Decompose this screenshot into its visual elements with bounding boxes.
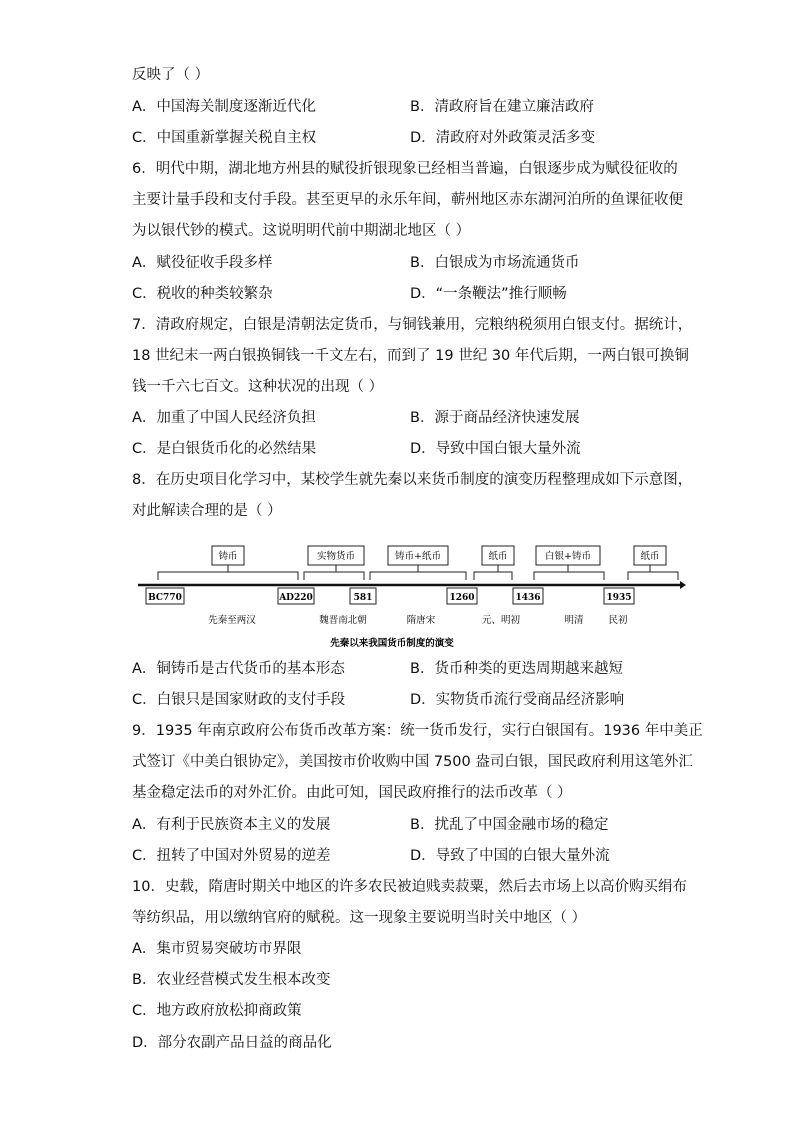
q8-option-b[interactable]: B．货币种类的更迭周期越来越短 xyxy=(410,661,623,677)
q9-option-c[interactable]: C．扭转了中国对外贸易的逆差 xyxy=(132,848,331,864)
q5-stem-tail: 反映了（ ） xyxy=(132,67,210,83)
q10-option-d[interactable]: D．部分农副产品日益的商品化 xyxy=(132,1035,332,1051)
figure-box-1 xyxy=(212,546,244,565)
q8-stem-line-2: 对此解读合理的是（ ） xyxy=(132,503,282,519)
timeline-tick-6 xyxy=(604,588,634,604)
timeline-tick-5 xyxy=(513,588,543,604)
tick-label-581: 581 xyxy=(353,593,373,603)
figure-box-5-label: 白银+铸币 xyxy=(545,551,591,562)
q9-option-d[interactable]: D．导致了中国的白银大量外流 xyxy=(410,848,610,864)
q9-stem-line-3: 基金稳定法币的对外汇价。由此可知，国民政府推行的法币改革（ ） xyxy=(132,785,572,801)
q6-option-c[interactable]: C．税收的种类较繁杂 xyxy=(132,286,273,302)
era-label-3: 隋唐宋 xyxy=(406,615,436,626)
tick-label-1260: 1260 xyxy=(449,593,475,603)
q7-option-d[interactable]: D．导致中国白银大量外流 xyxy=(410,441,581,457)
era-label-1: 先秦至两汉 xyxy=(208,615,256,626)
q7-option-c[interactable]: C．是白银货币化的必然结果 xyxy=(132,441,317,457)
figure-box-5 xyxy=(536,546,600,565)
q5-option-c[interactable]: C．中国重新掌握关税自主权 xyxy=(132,130,317,146)
q10-stem-line-2: 等纺织品，用以缴纳官府的赋税。这一现象主要说明当时关中地区（ ） xyxy=(132,910,587,926)
q8-option-c[interactable]: C．白银只是国家财政的支付手段 xyxy=(132,692,346,708)
timeline-tick-4 xyxy=(447,588,477,604)
figure-box-3 xyxy=(388,546,448,565)
q10-option-c[interactable]: C．地方政府放松抑商政策 xyxy=(132,1003,302,1019)
q9-option-a[interactable]: A．有利于民族资本主义的发展 xyxy=(132,817,331,833)
figure-box-2 xyxy=(308,546,364,565)
q9-stem-line-1: 9．1935 年南京政府公布货币改革方案：统一货币发行，实行白银国有。1936 年中美正 xyxy=(132,723,703,739)
era-label-2: 魏晋南北朝 xyxy=(319,615,367,626)
q7-stem-line-2: 18 世纪末一两白银换铜钱一千文左右，而到了 19 世纪 30 年代后期，一两白银可换铜 xyxy=(132,348,689,364)
figure-box-4-label: 纸币 xyxy=(488,551,508,562)
q10-option-a[interactable]: A．集市贸易突破坊市界限 xyxy=(132,941,302,957)
q6-option-b[interactable]: B．白银成为市场流通货币 xyxy=(410,255,580,271)
figure-caption: 先秦以来我国货币制度的演变 xyxy=(330,638,454,649)
timeline-tick-1 xyxy=(146,588,184,604)
q10-option-b[interactable]: B．农业经营模式发生根本改变 xyxy=(132,972,331,988)
figure-box-3-label: 铸币+纸币 xyxy=(395,551,441,562)
q5-option-b[interactable]: B．清政府旨在建立廉洁政府 xyxy=(410,99,594,115)
q7-option-a[interactable]: A．加重了中国人民经济负担 xyxy=(132,410,316,426)
timeline-arrow-icon xyxy=(680,581,686,589)
q5-option-a[interactable]: A．中国海关制度逐渐近代化 xyxy=(132,99,316,115)
figure-box-6-label: 纸币 xyxy=(640,551,660,562)
tick-label-ad220: AD220 xyxy=(279,593,313,603)
tick-label-bc770: BC770 xyxy=(148,593,182,603)
q6-option-d[interactable]: D．“一条鞭法”推行顺畅 xyxy=(410,286,567,302)
q6-stem-line-3: 为以银代钞的模式。这说明明代前中期湖北地区（ ） xyxy=(132,223,471,239)
q9-option-b[interactable]: B．扰乱了中国金融市场的稳定 xyxy=(410,817,609,833)
tick-label-1436: 1436 xyxy=(515,593,541,603)
q6-stem-line-2: 主要计量手段和支付手段。甚至更早的永乐年间，蕲州地区赤东湖河泊所的鱼课征收便 xyxy=(132,192,683,208)
figure-box-4 xyxy=(482,546,514,565)
tick-label-1935: 1935 xyxy=(606,593,632,603)
era-label-4: 元、明初 xyxy=(481,615,521,626)
q9-stem-line-2: 式签订《中美白银协定》，美国按市价收购中国 7500 盎司白银，国民政府利用这笔外汇 xyxy=(132,754,693,770)
figure-box-6 xyxy=(634,546,666,565)
figure-brackets xyxy=(158,565,678,580)
q8-stem-line-1: 8．在历史项目化学习中，某校学生就先秦以来货币制度的演变历程整理成如下示意图， xyxy=(132,472,693,488)
q7-stem-line-1: 7．清政府规定，白银是清朝法定货币，与铜钱兼用，完粮纳税须用白银支付。据统计， xyxy=(132,317,693,333)
q7-stem-line-3: 钱一千六七百文。这种状况的出现（ ） xyxy=(132,379,384,395)
q6-option-a[interactable]: A．赋役征收手段多样 xyxy=(132,255,273,271)
q6-stem-line-1: 6．明代中期，湖北地方州县的赋役折银现象已经相当普遍，白银逐步成为赋役征收的 xyxy=(132,161,678,177)
q8-option-a[interactable]: A．铜铸币是古代货币的基本形态 xyxy=(132,661,345,677)
currency-timeline-figure xyxy=(138,544,686,656)
era-label-5: 明清 xyxy=(564,615,584,626)
era-label-6: 民初 xyxy=(608,615,628,626)
figure-box-2-label: 实物货币 xyxy=(316,551,356,562)
timeline-tick-2 xyxy=(278,588,314,604)
figure-box-1-label: 铸币 xyxy=(218,551,238,562)
q5-option-d[interactable]: D．清政府对外政策灵活多变 xyxy=(410,130,596,146)
timeline-tick-3 xyxy=(350,588,376,604)
q10-stem-line-1: 10．史载，隋唐时期关中地区的许多农民被迫贱卖菽粟，然后去市场上以高价购买绢布 xyxy=(132,879,687,895)
q7-option-b[interactable]: B．源于商品经济快速发展 xyxy=(410,410,580,426)
q8-option-d[interactable]: D．实物货币流行受商品经济影响 xyxy=(410,692,625,708)
